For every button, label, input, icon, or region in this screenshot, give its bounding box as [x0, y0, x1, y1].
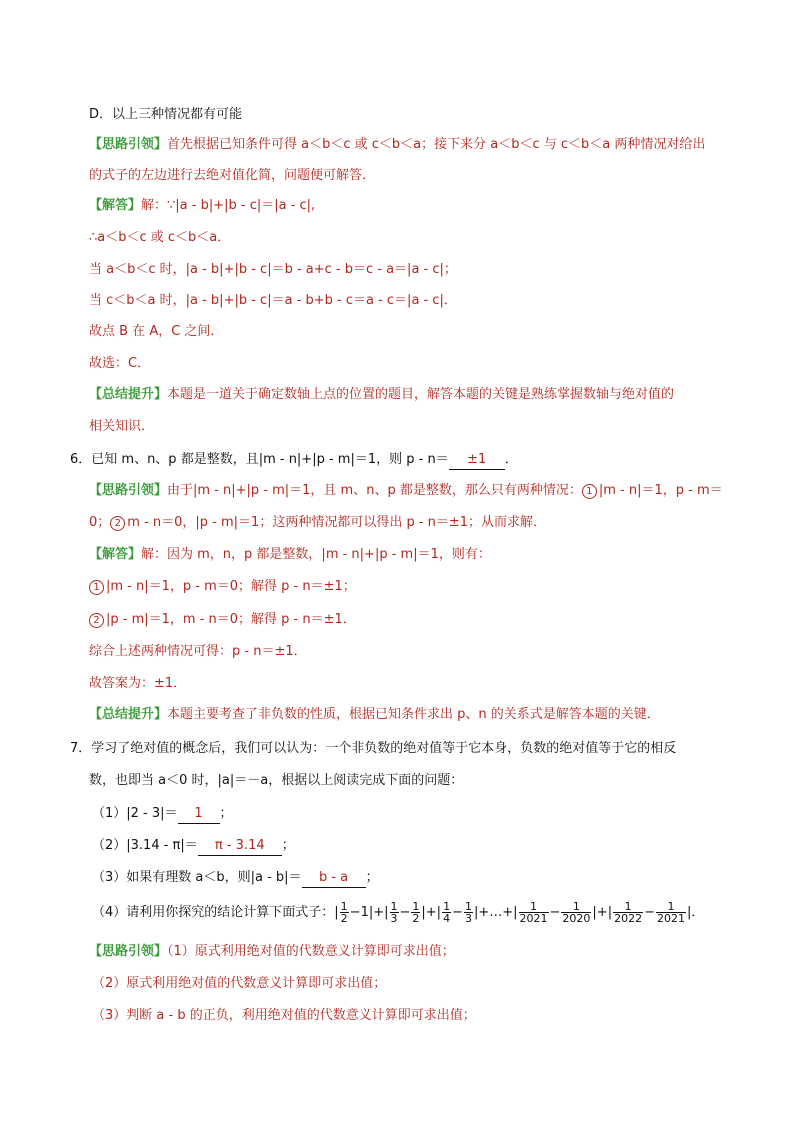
fraction: $\frac{1}{2}$ — [412, 900, 420, 925]
q5-jieda-line1: 【解答】解：∵|a - b|+|b - c|＝|a - c|, — [89, 198, 316, 213]
circled-number-2: 2 — [110, 516, 125, 531]
q7-part2: （2）|3.14 - π|＝ π - 3.14 ； — [92, 837, 295, 856]
q6-stem: 6．已知 m、n、p 都是整数，且|m - n|+|p - m|＝1，则 p - n＝ ±1 ． — [70, 451, 518, 470]
q7-part3-answer-blank: b - a — [302, 869, 366, 888]
circled-number-1: 1 — [582, 484, 597, 499]
q6-case1: 1 |m - n|＝1，p - m＝0；解得 p - n＝±1； — [89, 578, 356, 596]
q6-zongjie-line1: 【总结提升】本题主要考查了非负数的性质，根据已知条件求出 p、n 的关系式是解答本题的关键． — [89, 707, 660, 722]
q7-part3: （3）如果有理数 a＜b，则|a - b|＝ b - a ； — [92, 869, 379, 888]
silu-tag: 【思路引领】 — [89, 137, 168, 152]
q6-answer-blank: ±1 — [449, 451, 505, 470]
option-d: D．以上三种情况都有可能 — [89, 107, 243, 122]
fraction: $\frac{1}{4}$ — [443, 900, 451, 925]
q7-part1: （1）|2 - 3|＝ 1 ； — [92, 805, 233, 824]
q7-stem-line1: 7．学习了绝对值的概念后，我们可以认为：一个非负数的绝对值等于它本身，负数的绝对值等于它的相反 — [70, 741, 677, 756]
zongjie-tag: 【总结提升】 — [89, 707, 168, 722]
q6-line5: 故答案为：±1． — [89, 676, 187, 691]
jieda-tag: 【解答】 — [89, 547, 142, 562]
fraction: $\frac{1}{3}$ — [464, 900, 472, 925]
fraction: $\frac{1}{2021}$ — [519, 900, 548, 925]
q6-silu-line2: 0； 2 m - n＝0，|p - m|＝1；这两种情况都可以得出 p - n＝±1；从而求解． — [89, 515, 547, 530]
q5-line2: ∴a＜b＜c 或 c＜b＜a． — [89, 230, 231, 245]
q7-part1-answer-blank: 1 — [178, 805, 220, 824]
fraction: $\frac{1}{2021}$ — [656, 900, 685, 925]
circled-number-1: 1 — [89, 580, 104, 595]
q5-line3: 当 a＜b＜c 时，|a - b|+|b - c|＝b - a+c - b＝c - a＝|a - c|； — [89, 262, 457, 277]
q7-part4: （4）请利用你探究的结论计算下面式子：| $\frac{1}{2}$ −1|+| $\frac{1}{3}$ − $\frac{1}{2}$ |+| $\frac{1}{4}$ − $\frac{1}{3}$ |+…+| $\frac{1}{2021}$ − $\frac{1}{2020}$ |+| $\frac{1}{2022}$ − $\frac{1}{2021}$ |． — [92, 900, 705, 925]
q5-line6: 故选：C． — [89, 356, 151, 371]
zongjie-tag: 【总结提升】 — [89, 387, 168, 402]
q7-silu-line3: （3）判断 a - b 的正负，利用绝对值的代数意义计算即可求出值； — [92, 1008, 476, 1023]
q5-line5: 故点 B 在 A，C 之间． — [89, 324, 224, 339]
q5-silu-line2: 的式子的左边进行去绝对值化简，问题便可解答． — [89, 168, 376, 183]
q6-line4: 综合上述两种情况可得：p - n＝±1． — [89, 644, 307, 659]
q7-silu-line2: （2）原式利用绝对值的代数意义计算即可求出值； — [92, 976, 387, 991]
silu-tag: 【思路引领】 — [89, 944, 168, 959]
q7-part2-answer-blank: π - 3.14 — [198, 837, 282, 856]
q6-silu-line1: 【思路引领】由于|m - n|+|p - m|＝1，且 m、n、p 都是整数，那么只有两种情况： 1 |m - n|＝1，p - m＝ — [89, 483, 723, 498]
silu-tag: 【思路引领】 — [89, 483, 168, 498]
q6-case2: 2 |p - m|＝1，m - n＝0；解得 p - n＝±1． — [89, 611, 356, 629]
fraction: $\frac{1}{2022}$ — [614, 900, 643, 925]
q7-stem-line2: 数，也即当 a＜0 时，|a|＝－a，根据以上阅读完成下面的问题： — [89, 773, 464, 788]
q5-zongjie-line1: 【总结提升】本题是一道关于确定数轴上点的位置的题目，解答本题的关键是熟练掌握数轴与绝对值的 — [89, 387, 675, 402]
circled-number-2: 2 — [89, 613, 104, 628]
fraction: $\frac{1}{3}$ — [390, 900, 398, 925]
q5-line4: 当 c＜b＜a 时，|a - b|+|b - c|＝a - b+b - c＝a - c＝|a - c|． — [89, 293, 457, 308]
fraction: $\frac{1}{2020}$ — [562, 900, 591, 925]
q5-zongjie-line2: 相关知识． — [89, 419, 155, 434]
q7-silu-line1: 【思路引领】（1）原式利用绝对值的代数意义计算即可求出值； — [89, 944, 455, 959]
q5-silu-line1: 【思路引领】首先根据已知条件可得 a＜b＜c 或 c＜b＜a；接下来分 a＜b＜c 与 c＜b＜a 两种情况对给出 — [89, 137, 706, 152]
jieda-tag: 【解答】 — [89, 198, 142, 213]
q6-jieda-line1: 【解答】解：因为 m，n，p 都是整数，|m - n|+|p - m|＝1，则有： — [89, 547, 491, 562]
fraction: $\frac{1}{2}$ — [340, 900, 348, 925]
